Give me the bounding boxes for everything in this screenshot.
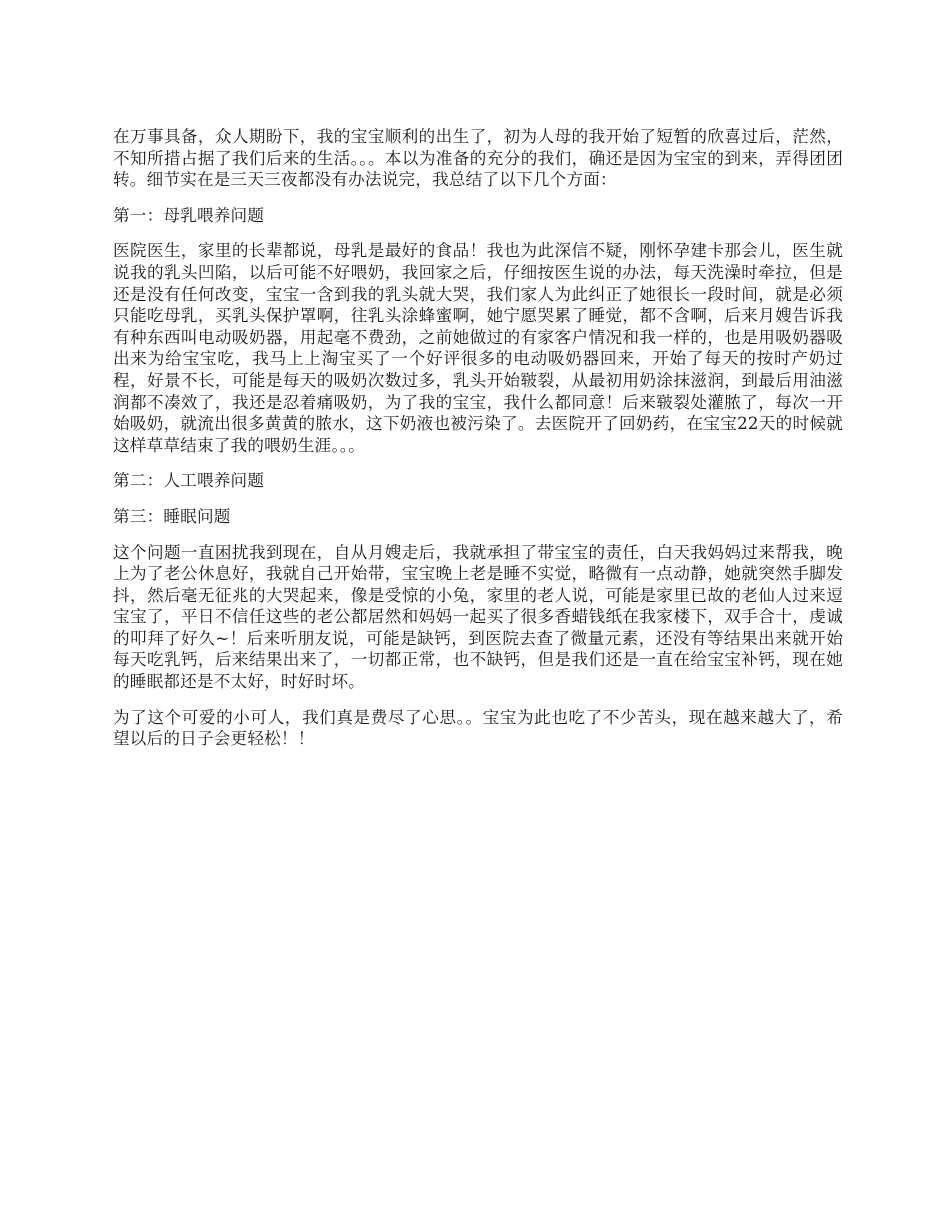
section-heading-breastfeeding: 第一：母乳喂养问题 [113,205,265,225]
breastfeeding-paragraph: 医院医生，家里的长辈都说，母乳是最好的食品！我也为此深信不疑，刚怀孕建卡那会儿，医生就说我的乳头凹陷，以后可能不好喂奶，我回家之后，仔细按医生说的办法，每天洗澡时牵拉，但是还是没有任何改变，宝宝一含到我的乳头就大哭，我们家人为此纠正了她很长一段时间，就是必须只能吃母乳，买乳头保护罩啊，往乳头涂蜂蜜啊，她宁愿哭累了睡觉，都不含啊，后来月嫂告诉我有种东西叫电动吸奶器，用起毫不费劲，之前她做过的有家客户情况和我一样的，也是用吸奶器吸出来为给宝宝吃，我马上上淘宝买了一个好评很多的电动吸奶器回来，开始了每天的按时产奶过程，好景不长，可能是每天的吸奶次数过多，乳头开始皲裂，从最初用奶涂抹滋润，到最后用油滋润都不凑效了，我还是忍着痛吸奶，为了我的宝宝，我什么都同意！后来皲裂处灌脓了，每次一开始吸奶，就流出很多黄黄的脓水，这下奶液也被污染了。去医院开了回奶药，在宝宝22天的时候就这样草草结束了我的喂奶生涯。。。 [113,241,843,455]
document-page [113,126,843,764]
closing-paragraph: 为了这个可爱的小可人，我们真是费尽了心思。。宝宝为此也吃了不少苦头，现在越来越大了，希望以后的日子会更轻松！！ [113,707,843,749]
sleep-paragraph: 这个问题一直困扰我到现在，自从月嫂走后，我就承担了带宝宝的责任，白天我妈妈过来帮我，晚上为了老公休息好，我就自己开始带，宝宝晚上老是睡不实觉，略微有一点动静，她就突然手脚发抖，然后毫无征兆的大哭起来，像是受惊的小兔，家里的老人说，可能是家里已故的老仙人过来逗宝宝了，平日不信任这些的老公都居然和妈妈一起买了很多香蜡钱纸在我家楼下，双手合十，虔诚的叩拜了好久~！后来听朋友说，可能是缺钙，到医院去查了微量元素，还没有等结果出来就开始每天吃乳钙，后来结果出来了，一切都正常，也不缺钙，但是我们还是一直在给宝宝补钙，现在她的睡眠都还是不太好，时好时坏。 [113,542,843,692]
section-heading-sleep: 第三：睡眠问题 [113,506,231,526]
intro-paragraph: 在万事具备，众人期盼下，我的宝宝顺利的出生了，初为人母的我开始了短暂的欣喜过后，茫然，不知所措占据了我们后来的生活。。。本以为准备的充分的我们，确还是因为宝宝的到来，弄得团团转。细节实在是三天三夜都没有办法说完，我总结了以下几个方面： [113,127,843,190]
section-heading-formula-feeding: 第二：人工喂养问题 [113,471,265,491]
